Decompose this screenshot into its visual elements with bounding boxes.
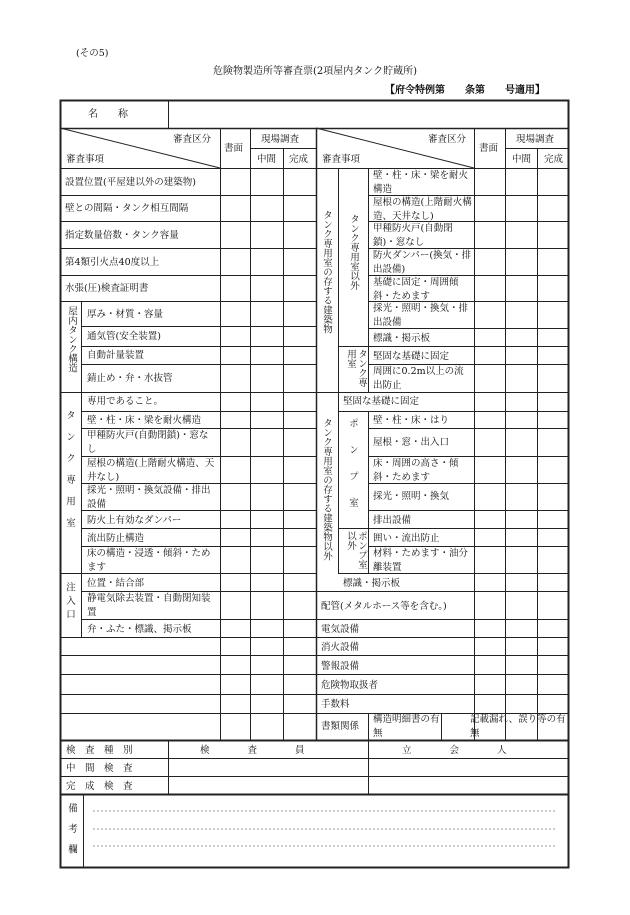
group-bldg-other: タンク専用室の存する建築物以外 bbox=[321, 418, 332, 561]
sub-outside-room: タンク専用室以外 bbox=[348, 214, 359, 290]
row-koshu-boukado: 甲種防火戸(自動閉鎖)・窓なし bbox=[87, 430, 209, 455]
sub-pump-room: ポンプ室 bbox=[347, 418, 358, 524]
complete-inspector-field[interactable] bbox=[170, 778, 367, 793]
row-tsukikan: 通気管(安全装置) bbox=[87, 331, 161, 342]
form-title: 危険物製造所等審査票(2項屋内タンク貯蔵所) bbox=[213, 66, 417, 77]
row-denki: 電気設備 bbox=[321, 624, 360, 635]
row-shorui: 書類関係 bbox=[321, 721, 360, 732]
row-kozo-meisai: 構造明細書の有無 bbox=[373, 714, 440, 739]
middle-inspection-label: 中 間 検 査 bbox=[66, 763, 133, 774]
inspector-label: 検 査 員 bbox=[200, 745, 305, 756]
group-tank-room: タンク専用室 bbox=[64, 410, 75, 539]
left-kansei-header: 完成 bbox=[289, 154, 309, 165]
row-senyo: 専用であること。 bbox=[87, 396, 164, 407]
right-shinsa-jikou: 審査事項 bbox=[322, 154, 361, 165]
row-pump-yane: 屋根・窓・出入口 bbox=[373, 437, 450, 448]
left-shomen-header: 書面 bbox=[224, 143, 244, 154]
row-pumpout-zairyo: 材料・ためます・油分離装置 bbox=[373, 548, 469, 573]
row-ryushutsu-boshi: 流出防止構造 bbox=[87, 533, 145, 544]
row-pump-yuka: 床・周囲の高さ・傾斜・ためます bbox=[373, 458, 459, 483]
right-shomen-header: 書面 bbox=[479, 143, 499, 154]
row-shitei-suryo: 指定数量倍数・タンク容量 bbox=[65, 230, 179, 241]
right-shinsa-kubun: 審査区分 bbox=[428, 134, 467, 145]
sono-label: (その5) bbox=[76, 48, 109, 59]
row-a2-kiso: 堅固な基礎に固定 bbox=[373, 351, 450, 362]
name-label: 名 称 bbox=[88, 109, 128, 120]
row-yuka-kozo: 床の構造・浸透・傾斜・ためます bbox=[87, 548, 211, 573]
row-sabidome: 錆止め・弁・水抜管 bbox=[87, 373, 173, 384]
row-a1-kabe: 壁・柱・床・梁を耐火構造 bbox=[373, 170, 469, 195]
row-dai4rui: 第4類引火点40度以上 bbox=[65, 257, 160, 268]
row-a2-ryushutsu: 周囲に0.2m以上の流出防止 bbox=[373, 366, 464, 391]
row-yane-kozo: 屋根の構造(上階耐火構造、天井なし) bbox=[87, 458, 215, 483]
row-a1-damper: 防火ダンパー(換気・排出設備) bbox=[373, 250, 472, 275]
row-seidenki: 静電気除去装置・自動閉知装置 bbox=[87, 593, 211, 618]
witness-label: 立 会 人 bbox=[402, 745, 507, 756]
row-pump-saiko: 採光・照明・換気 bbox=[373, 491, 450, 502]
row-pumpout-kakoi: 囲い・流出防止 bbox=[373, 533, 440, 544]
row-keiho: 警報設備 bbox=[321, 661, 360, 672]
row-haikan: 配管(メタルホース等を含む。) bbox=[321, 601, 447, 612]
row-atsumi: 厚み・材質・容量 bbox=[87, 309, 164, 320]
sub-tank-room: タンク専用室 bbox=[345, 349, 367, 387]
ordinance-label: 【府令特例第 条第 号適用】 bbox=[385, 85, 545, 96]
left-chukan-header: 中間 bbox=[257, 154, 277, 165]
group-tank-kozo: 屋内タンク構造 bbox=[66, 306, 77, 373]
right-kansei-header: 完成 bbox=[544, 154, 564, 165]
middle-inspector-field[interactable] bbox=[170, 760, 367, 775]
row-toriatsukai: 危険物取扱者 bbox=[321, 680, 379, 691]
row-kabe-taika: 壁・柱・床・梁を耐火構造 bbox=[87, 415, 202, 426]
row-pump-kabe: 壁・柱・床・はり bbox=[373, 415, 450, 426]
row-ben-futa: 弁・ふた・標識、掲示板 bbox=[87, 624, 192, 635]
complete-witness-field[interactable] bbox=[370, 778, 566, 793]
row-saiko-shomei: 採光・照明・換気設備・排出設備 bbox=[87, 485, 211, 510]
right-genba-header: 現場調査 bbox=[516, 134, 555, 145]
row-a1-saiko: 採光・照明・換気・排出設備 bbox=[373, 303, 469, 328]
group-bldg-with-room: タンク専用室の存する建築物 bbox=[321, 210, 332, 334]
row-damper: 防火上有効なダンパー bbox=[87, 515, 182, 526]
row-a1-yane: 屋根の構造(上階耐火構造、天井なし) bbox=[373, 197, 472, 222]
right-chukan-header: 中間 bbox=[512, 154, 532, 165]
row-a1-kiso: 基礎に固定・周囲傾斜・ためます bbox=[373, 277, 459, 302]
sub-pump-outside: ポンプ室以外 bbox=[345, 531, 367, 569]
group-inlet: 注入口 bbox=[64, 582, 75, 623]
row-mizuhari: 水張(圧)検査証明書 bbox=[65, 283, 149, 294]
row-secchi-ichi: 設置位置(平屋建以外の建築物) bbox=[65, 177, 196, 188]
row-b-hyoshiki: 標識・掲示板 bbox=[343, 578, 401, 589]
remarks-label: 備考欄 bbox=[66, 803, 77, 865]
middle-witness-field[interactable] bbox=[370, 760, 566, 775]
row-pump-haishutsu: 排出設備 bbox=[373, 515, 412, 526]
row-jido-keiryo: 自動計量装置 bbox=[87, 350, 145, 361]
left-genba-header: 現場調査 bbox=[261, 134, 300, 145]
name-field[interactable] bbox=[170, 102, 566, 127]
left-shinsa-jikou: 審査事項 bbox=[66, 154, 105, 165]
row-ichi-ketsugo: 位置・結合部 bbox=[87, 578, 145, 589]
row-a1-koshu: 甲種防火戸(自動閉鎖)・窓なし bbox=[373, 223, 453, 248]
row-shoka: 消火設備 bbox=[321, 642, 360, 653]
row-tesuryo: 手数料 bbox=[321, 699, 350, 710]
inspection-kind-label: 検 査 種 別 bbox=[66, 745, 133, 756]
remarks-field[interactable] bbox=[86, 797, 564, 864]
left-shinsa-kubun: 審査区分 bbox=[173, 134, 212, 145]
row-kisai-more: 記載漏れ、誤り等の有無 bbox=[470, 714, 566, 739]
row-a1-hyoshiki: 標識・掲示板 bbox=[373, 333, 431, 344]
row-b-kiso: 堅固な基礎に固定 bbox=[343, 396, 420, 407]
row-kabe-kankaku: 壁との間隔・タンク相互間隔 bbox=[65, 203, 189, 214]
complete-inspection-label: 完 成 検 査 bbox=[66, 781, 133, 792]
